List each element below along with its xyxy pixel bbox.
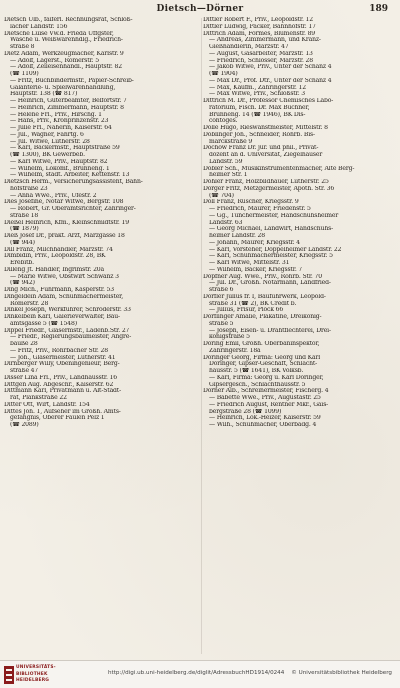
directory-entry: Dippel Friedr., Glasermstr., Ladenb.Str. 27 bbox=[4, 327, 130, 334]
directory-entry: — Friedrich, Maurer, Friedenstr. 5 bbox=[209, 206, 311, 212]
library-logo-line: HEIDELBERG bbox=[16, 678, 50, 683]
directory-entry: — Marie Witwe, Obstwirt Schwanz 3 bbox=[10, 273, 119, 280]
directory-entry: Dies Josefine, Notar Witwe, Bergstr. 108 bbox=[4, 199, 124, 206]
directory-entry: — Karl Witwe, Priv., Hauptstr. 82 bbox=[10, 158, 108, 165]
directory-entry: Dittler Ludwig, Packer, Bahnhofstr. 17 bbox=[203, 23, 316, 30]
directory-entry: — Heinrich, Zimmermann, Hauptstr. 8 bbox=[10, 104, 124, 111]
directory-entry: — Jul., Wagner, Fahrtg. 6 bbox=[10, 131, 84, 138]
library-logo-line: UNIVERSITÄTS- bbox=[16, 665, 56, 670]
directory-entry: straße 8 bbox=[10, 44, 35, 50]
directory-entry: — Max Dr., Prof. Dtr., Unter der Schanz 4 bbox=[209, 77, 332, 84]
directory-entry: — Julie Frl., Näherin, Kaiserstr. 64 bbox=[10, 125, 112, 131]
directory-entry: hausstr. 5 (☎ 1641), BK Volksb. bbox=[209, 368, 304, 374]
viewer-footer bbox=[0, 660, 400, 688]
directory-entry: — Gg., Tünchermeister, Handschuhsheimer bbox=[209, 212, 339, 219]
directory-entry: Dittrich Adam, Formes, Blumenstr. 89 bbox=[203, 30, 316, 37]
directory-entry: Dörger Fritz, Metzgermeister, Apoth. Str. 36 bbox=[203, 185, 335, 192]
directory-entry: Disser Lina Frl., Priv., Landhausstr. 16 bbox=[4, 374, 117, 381]
directory-entry: — Friedr., Regierungsbaumeister, Angre- bbox=[10, 334, 132, 341]
directory-entry: lacher Landstr. 156 bbox=[10, 23, 68, 30]
directory-entry: Döpfner Aug. Wwe., Priv., Rohrb. Str. 70 bbox=[203, 273, 322, 280]
directory-entry: Erebitb. bbox=[10, 260, 34, 266]
directory-entry: — Joh., Glasermeister, Lutherstr. 41 bbox=[10, 354, 116, 361]
directory-entry: — Hans, Priv., Kronprinzenstr. 23 bbox=[10, 118, 109, 125]
directory-entry: Dimbidin, Priv., Leopoldstr. 28, BK bbox=[4, 253, 106, 260]
directory-entry: straße 5 bbox=[209, 320, 234, 327]
directory-entry: contoges. bbox=[209, 118, 238, 125]
directory-entry: Landstr. 59 bbox=[209, 158, 243, 165]
directory-entry: marckstraße 9 bbox=[209, 138, 253, 145]
directory-entry: — Georg Michael, Landwirt, Handschuhs- bbox=[209, 226, 333, 233]
directory-entry: — Helene Frl., Priv., Hirschg. 1 bbox=[10, 111, 102, 118]
directory-entry: Döringer, Gipser-Geschäft, Schlacht- bbox=[209, 361, 318, 368]
directory-entry: Dietsche Luise Vw.d. Frieda Uffgster, bbox=[4, 30, 114, 37]
directory-entry: (☎ 2089) bbox=[10, 422, 39, 428]
directory-entry: Dinkelbein Karl, Galerieverwalter, Bau- bbox=[4, 314, 120, 320]
left-column bbox=[4, 17, 201, 657]
directory-entry: Ditter Ott, Wirt, Landstr. 154 bbox=[4, 401, 90, 408]
directory-entry: Dietz Adam, Werkzeugmacher, Karlstr. 9 bbox=[4, 50, 124, 57]
directory-entry: Dietzsch Herm., Versicherungsassistent, Bahn- bbox=[4, 179, 143, 185]
directory-entry: Dittes Joh. 1, Aufseher im Großh. Amts- bbox=[4, 408, 121, 415]
directory-entry: bergstraße 28 (☎ 1099) bbox=[209, 408, 282, 415]
directory-entry: Dölle Hugo, Rieswanstmeister, Mittelstr. 8 bbox=[203, 125, 328, 131]
directory-entry: — Max Witwe, Priv., Schloßstr. 3 bbox=[209, 91, 305, 98]
directory-entry: bauße 28 bbox=[10, 341, 38, 347]
directory-entry: — Max, Kaufm., Zähringerstr. 12 bbox=[209, 84, 306, 91]
library-logo-mark-icon bbox=[4, 666, 14, 684]
directory-entry: Doblinger Joh., Schneider, Rohrb. Bis- bbox=[203, 131, 315, 138]
directory-entry: Wäsche u. Weißwarenhdlg., Friedrich- bbox=[10, 37, 123, 44]
directory-entry: — Friedrich, Schlosser, Märzstr. 28 bbox=[209, 57, 314, 64]
directory-entry: — Fritz, Buchbindermstr., Papier-Schreib- bbox=[10, 77, 134, 84]
directory-entry: Dittmann Karl, Privatmann u. Alt-Stadt- bbox=[4, 388, 122, 395]
directory-entry: (☎ 1109) bbox=[10, 71, 39, 77]
directory-entry: (☎ 1300), BK Gewerbeb. bbox=[10, 152, 85, 158]
running-head bbox=[0, 4, 400, 16]
directory-entry: (☎ 1904) bbox=[209, 71, 238, 77]
directory-entry: Dilleng Jt. Händler, Ingrimstr. 20a bbox=[4, 266, 105, 273]
directory-entry: — Friedrich August, Rentner Mkr., Gais- bbox=[209, 401, 329, 408]
directory-entry: Dörflinger Amalie, Plakatine, Dreikönig- bbox=[203, 314, 322, 320]
directory-entry: straße 31 (☎ 2), BK Credit b. bbox=[209, 300, 297, 307]
directory-entry: Galanterie- u. Spielwarenhandlung, bbox=[10, 84, 116, 91]
directory-entry: Dill Franz, Milchhändler, Märzstr. 74 bbox=[4, 246, 113, 253]
directory-entry: Döringer Georg, Firma: Georg und Karl bbox=[203, 354, 321, 361]
directory-entry: Dieß Josef Dr., prakt. Arzt, Märzgasse 18 bbox=[4, 233, 125, 239]
directory-entry: Dingeldein Adam, Schuhmachermeister, bbox=[4, 293, 124, 300]
library-logo[interactable] bbox=[4, 664, 64, 686]
directory-entry: — Babette Wwe., Priv., Augustastr. 25 bbox=[209, 395, 321, 401]
directory-entry: Döll Franz, Rüscher, Kriegsstr. 9 bbox=[203, 199, 299, 206]
directory-entry: — Jul. Witwe, Lutherstr. 28 bbox=[10, 138, 90, 145]
directory-entry: Dittler Robert F., Priv., Leopoldstr. 12 bbox=[203, 17, 313, 23]
permalink-url[interactable]: http://digi.ub.uni-heidelberg.de/diglit/AdressbuchHD1914/0244 bbox=[108, 670, 285, 676]
directory-entry: straße 47 bbox=[10, 368, 39, 374]
directory-entry: — Anna Wwe., Priv., Ufestr. 2 bbox=[10, 192, 97, 199]
directory-entry: Ding Mich., Fuhrmann, Kasperstr. 53 bbox=[4, 287, 114, 293]
directory-entry: (☎ 942) bbox=[10, 280, 35, 287]
directory-entry: — Fritz, Priv., Rohrbacher Str. 28 bbox=[10, 347, 108, 354]
directory-entry: — Andreas, Zimmermann, und Kranz- bbox=[209, 37, 321, 44]
directory-entry: Römerstr. 28 bbox=[10, 300, 49, 307]
directory-entry: — Wilhelm, Lokomf., Brunneng. 1 bbox=[10, 165, 110, 172]
directory-entry: Dinkel Joseph, Werkführer, Schröderstr. 33 bbox=[4, 307, 131, 314]
directory-entry: Döhler Franz, Holzbildhauer, Lutherstr. 25 bbox=[203, 179, 329, 185]
library-logo-text bbox=[16, 665, 56, 685]
directory-entry: Landstr. 63 bbox=[209, 219, 243, 226]
directory-entry: — Karl, Vorsteher, Doppelheimer Landstr. 22 bbox=[209, 246, 342, 253]
directory-entry: straße 6 bbox=[209, 287, 234, 293]
directory-entry: Gipsergesch., Schlachthausstr. 5 bbox=[209, 381, 306, 388]
directory-entry: Dirnberger Willy, Obeningenieur, Berg- bbox=[4, 361, 120, 368]
directory-entry: — Karl, Firma: Georg u. Karl Döringer, bbox=[209, 374, 324, 381]
directory-entry: (☎ 704) bbox=[209, 192, 234, 199]
directory-entry: gefängnis, Oberer Faulen Pelz 1 bbox=[10, 415, 105, 422]
directory-entry: amtsgasse 5 (☎ 1548) bbox=[10, 320, 77, 327]
directory-entry: (☎ 1879) bbox=[10, 226, 39, 233]
directory-entry: — Wilhelm, städt. Arbeiter, Kettenstr. 13 bbox=[10, 172, 130, 179]
directory-entry: — Johann, Maurer, Kriegsstr. 4 bbox=[209, 239, 300, 246]
library-logo-line: BIBLIOTHEK bbox=[16, 671, 48, 677]
directory-entry: — Joseph, Eisen- u. Drahtflechterei, Drei- bbox=[209, 327, 331, 334]
directory-entry: Dießel Heinrich, Kfm., Kleinschmidtstr. 19 bbox=[4, 219, 129, 226]
directory-entry: — Jakob Witwe, Priv., Unter der Schanz 4 bbox=[209, 64, 332, 71]
directory-entry: Dittgen Aug. Abgeschr., Kaiserstr. 62 bbox=[4, 381, 114, 388]
directory-entry: heimer Str. 1 bbox=[209, 172, 248, 179]
directory-entry: Dörfler Julius fr. I, Baufuhrwerk, Leopold- bbox=[203, 293, 326, 300]
directory-entry: königstraße 5 bbox=[209, 334, 250, 341]
directory-entry: — Julius, Frisur, Plöck 66 bbox=[209, 307, 284, 314]
directory-entry: Dochow Franz Dr. jur. und phil., Privat- bbox=[203, 145, 319, 152]
directory-entry: — Heinrich, Güterbeamter, Belfortstr. 7 bbox=[10, 98, 127, 104]
directory-entry: Gießhändlerin, Märzstr. 47 bbox=[209, 44, 289, 50]
column-divider bbox=[201, 18, 202, 654]
directory-entry: rat, Plankstraße 22 bbox=[10, 395, 67, 401]
directory-entry: — Karl, Bäckermstr., Hauptstraße 59 bbox=[10, 145, 120, 152]
copyright-notice: © Universitätsbibliothek Heidelberg bbox=[291, 670, 392, 676]
directory-entry: — Wilhelm, Bäcker, Kriegsstr. 7 bbox=[209, 266, 303, 273]
directory-entry: — August, Gasarbeiter, Märzstr. 13 bbox=[209, 50, 313, 57]
directory-entry: Hauptstr. 138 (☎ 817) bbox=[10, 91, 78, 98]
directory-entry: Dörner Alb., Schreinermeister, Fischerg. 4 bbox=[203, 388, 329, 395]
directory-entry: — Karl, Schuhmachermeister, Kriegsstr. 5 bbox=[209, 253, 333, 260]
directory-entry: Zähringerstr. 18a bbox=[209, 347, 261, 354]
directory-entry: — Karl Witwe, Mittelstr. 31 bbox=[209, 260, 290, 266]
directory-entry: Döring Emil, Großh. Oberbaninspektor, bbox=[203, 341, 320, 347]
directory-entry: — Adolf, Zeileisenhändl., Hauptstr. 82 bbox=[10, 64, 122, 71]
directory-entry: Dittrich M. Dr., Professor Chemisches Labo- bbox=[203, 98, 334, 104]
directory-entry: ratorium, Fisch. Dr. Max Buchner, bbox=[209, 104, 310, 111]
directory-entry: — Robert, Gr. Oberamtsrichter, Zähringer- bbox=[10, 206, 136, 212]
page-number: 189 bbox=[369, 4, 388, 14]
directory-entry: hofstraße 23 bbox=[10, 185, 48, 192]
directory-entry: — Adolf, Lagerst., Römerstr. 5 bbox=[10, 57, 99, 64]
directory-entry: dozent an d. Universität, Ziegelhäuser bbox=[209, 152, 323, 158]
directory-entry: Dietsch Ulb., faiferl. Rechnungsrat, Schloß- bbox=[4, 17, 133, 23]
directory-entry: — Wilh., Schuhmacher, Oberbadg. 4 bbox=[209, 422, 317, 428]
directory-entry: Brunneng. 14 (☎ 1946), BK Dis- bbox=[209, 111, 306, 118]
running-head-title: Dietsch—Dörner bbox=[156, 4, 244, 14]
right-column bbox=[203, 17, 400, 657]
directory-entry: Döbler Sch., Musikinstrumentenmacher, Alte Berg- bbox=[203, 165, 355, 172]
directory-entry: (☎ 944) bbox=[10, 239, 35, 246]
directory-entry: heimer Landstr. 28 bbox=[209, 233, 265, 239]
directory-entry: — Heinrich, Lok.-Heizer, Kaiserstr. 59 bbox=[209, 415, 321, 422]
directory-entry: — Jul. Dr., Großh. Notarmann, Landfried- bbox=[209, 280, 331, 287]
directory-entry: straße 18 bbox=[10, 212, 39, 219]
